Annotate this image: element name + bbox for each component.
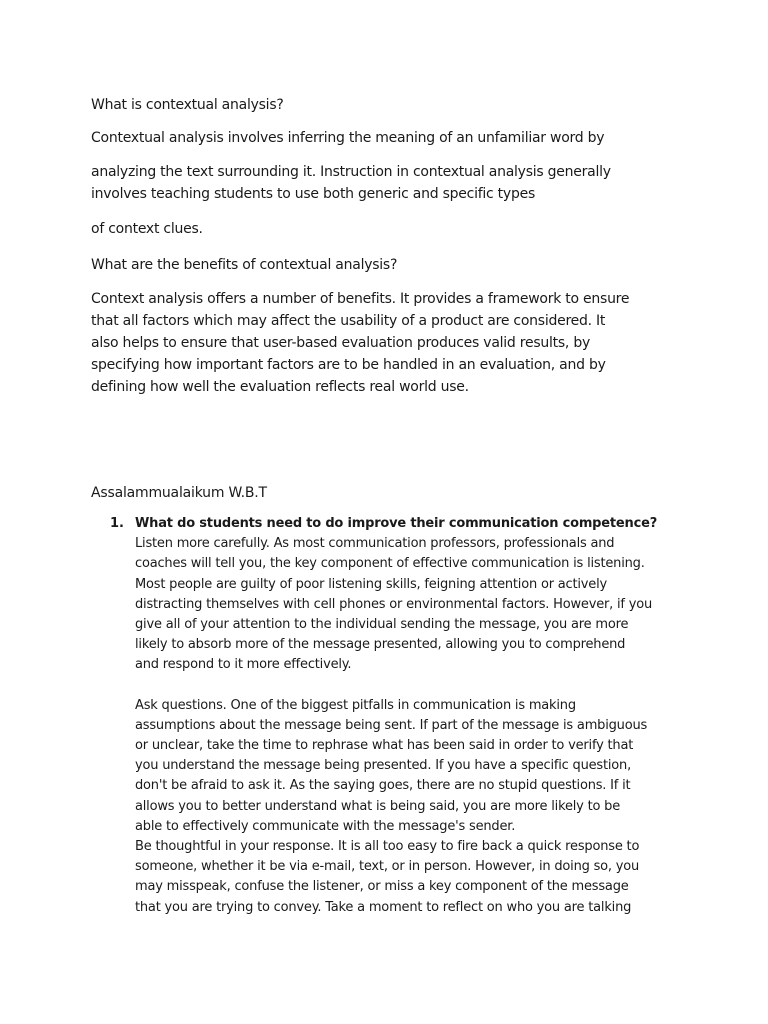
paragraph-definition-line: Contextual analysis involves inferring the meaning of an unfamiliar word by — [91, 130, 605, 146]
block1-line: likely to absorb more of the message presented, allowing you to comprehend — [135, 637, 626, 653]
paragraph-context-clues: of context clues. — [91, 221, 203, 237]
heading-benefits-of-contextual-analysis: What are the benefits of contextual analysis? — [91, 257, 398, 273]
block2-line: you understand the message being presented. If you have a specific question, — [135, 758, 632, 774]
block2-line: may misspeak, confuse the listener, or miss a key component of the message — [135, 879, 629, 895]
benefits-line-1: Context analysis offers a number of benefits. It provides a framework to ensure — [91, 291, 630, 307]
block1-line: Most people are guilty of poor listening skills, feigning attention or actively — [135, 576, 607, 592]
block1-line: and respond to it more effectively. — [135, 657, 352, 673]
block2-line: don't be afraid to ask it. As the saying goes, there are no stupid questions. If it — [135, 778, 631, 794]
heading-what-is-contextual-analysis: What is contextual analysis? — [91, 97, 284, 113]
paragraph-analyzing-line-1: analyzing the text surrounding it. Instruction in contextual analysis generally — [91, 164, 611, 180]
block2-line: someone, whether it be via e-mail, text, or in person. However, in doing so, you — [135, 859, 640, 875]
block2-line: that you are trying to convey. Take a moment to reflect on who you are talking — [135, 899, 632, 915]
benefits-line-3: also helps to ensure that user-based evaluation produces valid results, by — [91, 335, 590, 351]
greeting: Assalammualaikum W.B.T — [91, 485, 267, 501]
benefits-line-5: defining how well the evaluation reflects real world use. — [91, 379, 469, 395]
block2-line: able to effectively communicate with the message's sender. — [135, 818, 516, 834]
paragraph-analyzing-line-2: involves teaching students to use both generic and specific types — [91, 186, 535, 202]
block1-line: coaches will tell you, the key component of effective communication is listening. — [135, 556, 645, 572]
list-number: 1. — [110, 516, 124, 531]
list-question: What do students need to do improve their communication competence? — [135, 516, 658, 531]
paragraph-gap — [135, 676, 705, 696]
block1-line: distracting themselves with cell phones or environmental factors. However, if you — [135, 596, 653, 612]
block1-line: give all of your attention to the individual sending the message, you are more — [135, 617, 629, 633]
block2-line: assumptions about the message being sent. If part of the message is ambiguous — [135, 717, 648, 733]
list-item-body — [135, 514, 705, 918]
block2-line: allows you to better understand what is being said, you are more likely to be — [135, 798, 621, 814]
block2-line: or unclear, take the time to rephrase what has been said in order to verify that — [135, 738, 634, 754]
block2-line: Be thoughtful in your response. It is all too easy to fire back a quick response to — [135, 839, 640, 855]
benefits-line-2: that all factors which may affect the usability of a product are considered. It — [91, 313, 606, 329]
block1-line: Listen more carefully. As most communication professors, professionals and — [135, 536, 615, 552]
block2-line: Ask questions. One of the biggest pitfalls in communication is making — [135, 697, 576, 713]
benefits-line-4: specifying how important factors are to be handled in an evaluation, and by — [91, 357, 606, 373]
